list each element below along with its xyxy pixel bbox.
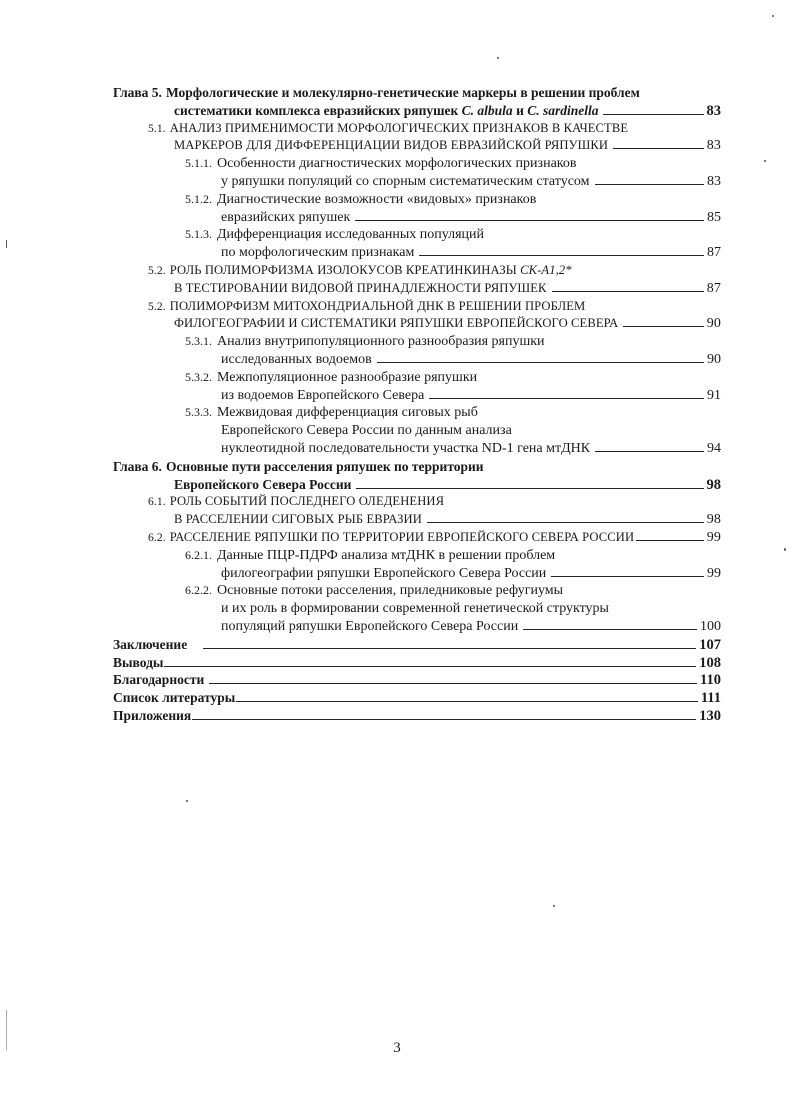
- toc-subsection-5-1-2-title: Диагностические возможности «видовых» признаков: [217, 191, 537, 207]
- toc-section-5-1-line1: [113, 120, 721, 138]
- dot-leader: [192, 719, 696, 720]
- toc-section-5-2b-title-cont: ФИЛОГЕОГРАФИИ И СИСТЕМАТИКИ РЯПУШКИ ЕВРОПЕЙСКОГО СЕВЕРА: [174, 316, 619, 331]
- toc-subsection-6-2-2-line1: [113, 582, 721, 600]
- toc-chapter-5-number: Глава 5.: [113, 85, 162, 100]
- dot-leader: [236, 701, 698, 702]
- dot-leader: [203, 648, 696, 649]
- toc-subsection-5-3-3-line2: [113, 422, 721, 440]
- dot-leader: [595, 184, 705, 185]
- toc-subsection-5-3-3-page: 94: [707, 440, 721, 456]
- toc-subsection-5-1-3-line1: [113, 226, 721, 244]
- scan-speck: [6, 240, 7, 248]
- toc-section-6-1-title-cont: В РАССЕЛЕНИИ СИГОВЫХ РЫБ ЕВРАЗИИ: [174, 512, 422, 527]
- toc-chapter-6-number: Глава 6.: [113, 458, 162, 474]
- toc-subsection-5-1-1-title: Особенности диагностических морфологических признаков: [217, 156, 577, 172]
- toc-chapter-5-line2: [113, 102, 721, 120]
- dot-leader: [636, 540, 704, 541]
- toc-section-5-2a-title-cont: В ТЕСТИРОВАНИИ ВИДОВОЙ ПРИНАДЛЕЖНОСТИ РЯПУШЕК: [174, 280, 547, 295]
- toc-subsection-5-3-1-page: 90: [707, 351, 721, 367]
- toc-subsection-5-3-3-title: Межвидовая дифференциация сиговых рыб: [217, 405, 478, 421]
- toc-subsection-5-1-1-number: 5.1.1.: [185, 156, 212, 171]
- toc-section-5-2a-title: РОЛЬ ПОЛИМОРФИЗМА ИЗОЛОКУСОВ КРЕАТИНКИНАЗЫ: [169, 262, 521, 277]
- dot-leader: [209, 683, 697, 684]
- toc-section-6-1-title: РОЛЬ СОБЫТИЙ ПОСЛЕДНЕГО ОЛЕДЕНЕНИЯ: [169, 494, 445, 509]
- dot-leader: [623, 326, 703, 327]
- scan-speck: [772, 15, 774, 17]
- toc-subsection-5-1-2-number: 5.1.2.: [185, 191, 212, 206]
- toc-gene-name: CK-A1,2*: [520, 262, 572, 277]
- scan-speck: [6, 1010, 7, 1050]
- dot-leader: [377, 362, 704, 363]
- toc-section-5-2a-line1: [113, 262, 721, 280]
- toc-subsection-5-1-2-line1: [113, 191, 721, 209]
- toc-appendix: [113, 707, 721, 725]
- toc-subsection-5-1-1-title-cont: у ряпушки популяций со спорным систематическим статусом: [221, 173, 590, 189]
- toc-references-page: 111: [700, 690, 721, 707]
- toc-appendix-page: 130: [699, 707, 721, 724]
- dot-leader: [603, 114, 703, 115]
- toc-subsection-5-1-2-line2: [113, 209, 721, 227]
- scan-speck: [764, 160, 766, 162]
- toc-subsection-6-2-1-title-cont: филогеографии ряпушки Европейского Севера России: [221, 565, 547, 581]
- toc-subsection-6-2-1-title: Данные ПЦР-ПДРФ анализа мтДНК в решении проблем: [217, 547, 556, 563]
- toc-subsection-5-3-2-number: 5.3.2.: [185, 369, 212, 384]
- toc-subsection-6-2-2-title-cont: и их роль в формировании современной генетической структуры: [221, 601, 609, 617]
- dot-leader: [552, 291, 704, 292]
- toc-subsection-6-2-2-number: 6.2.2.: [185, 583, 212, 598]
- toc-chapter-6-line2: [113, 476, 721, 494]
- toc-subsection-5-3-2-line1: [113, 369, 721, 387]
- dot-leader: [164, 666, 696, 667]
- toc-section-6-1-line2: [113, 511, 721, 529]
- toc-thanks-page: 110: [700, 672, 721, 689]
- dot-leader: [356, 488, 703, 489]
- toc-subsection-6-2-1-page: 99: [707, 565, 721, 581]
- toc-subsection-5-1-1-line1: [113, 155, 721, 173]
- dot-leader: [419, 255, 704, 256]
- toc-references-label: Список литературы: [113, 690, 236, 706]
- toc-section-5-2b-line1: [113, 298, 721, 316]
- toc-subsection-5-3-3-line1: [113, 404, 721, 422]
- toc-subsection-5-1-2-page: 85: [707, 209, 721, 225]
- toc-chapter-5-line1: [113, 84, 721, 102]
- dot-leader: [427, 522, 704, 523]
- toc-section-5-2a-line2: [113, 280, 721, 298]
- toc-findings: [113, 654, 721, 672]
- toc-section-6-2: [113, 529, 721, 547]
- dot-leader: [595, 451, 704, 452]
- scan-speck: [497, 57, 499, 59]
- toc-section-6-2-page: 99: [706, 529, 721, 545]
- toc-conclusion: [113, 636, 721, 654]
- toc-subsection-6-2-1-line2: [113, 565, 721, 583]
- toc-subsection-5-1-3-line2: [113, 244, 721, 262]
- toc-thanks: [113, 671, 721, 689]
- toc-section-5-2b-number: 5.2.: [148, 299, 166, 313]
- toc-subsection-6-2-2-title: Основные потоки расселения, приледниковые рефугиумы: [217, 583, 564, 599]
- toc-subsection-5-1-2-title-cont: евразийских ряпушек: [221, 209, 351, 225]
- dot-leader: [613, 148, 704, 149]
- toc-subsection-5-1-3-title-cont: по морфологическим признакам: [221, 245, 415, 261]
- toc-subsection-5-3-2-line2: [113, 387, 721, 405]
- toc-section-6-1-number: 6.1.: [148, 495, 166, 509]
- toc-subsection-5-1-1-line2: [113, 173, 721, 191]
- toc-section-5-1-line2: [113, 137, 721, 155]
- toc-chapter-5-title-cont: систематики комплекса евразийских ряпушек: [174, 102, 462, 118]
- toc-subsection-5-1-3-page: 87: [707, 245, 721, 261]
- toc-section-5-1-page: 83: [706, 138, 721, 154]
- toc-species-sardinella: C. sardinella: [527, 102, 599, 118]
- toc-subsection-5-3-1-title-cont: исследованных водоемов: [221, 351, 372, 367]
- toc-subsection-5-3-2-title-cont: из водоемов Европейского Севера: [221, 387, 425, 403]
- dot-leader: [523, 629, 697, 630]
- toc-subsection-5-3-1-line1: [113, 333, 721, 351]
- toc-section-6-2-number: 6.2.: [148, 530, 166, 544]
- toc-subsection-6-2-1-number: 6.2.1.: [185, 547, 212, 562]
- toc-subsection-5-1-3-title: Дифференциация исследованных популяций: [217, 227, 485, 243]
- toc-thanks-label: Благодарности: [113, 672, 205, 688]
- toc-subsection-5-3-1-number: 5.3.1.: [185, 334, 212, 349]
- toc-species-albula: C. albula: [461, 102, 513, 118]
- toc-section-5-2b-title: ПОЛИМОРФИЗМ МИТОХОНДРИАЛЬНОЙ ДНК В РЕШЕНИИ ПРОБЛЕМ: [169, 298, 586, 313]
- toc-section-5-1-number: 5.1.: [148, 121, 166, 135]
- scan-speck: [186, 800, 188, 802]
- dot-leader: [355, 220, 704, 221]
- toc-section-6-1-line1: [113, 493, 721, 511]
- dot-leader: [429, 398, 704, 399]
- toc-section-6-2-title: РАССЕЛЕНИЕ РЯПУШКИ ПО ТЕРРИТОРИИ ЕВРОПЕЙСКОГО СЕВЕРА РОССИИ: [169, 529, 635, 544]
- toc-subsection-5-3-3-number: 5.3.3.: [185, 405, 212, 420]
- toc-findings-label: Выводы: [113, 654, 164, 670]
- toc-chapter-6-title: Основные пути расселения ряпушек по территории: [165, 458, 484, 474]
- toc-section-5-2a-page: 87: [706, 280, 721, 296]
- toc-chapter-6-line1: [113, 458, 721, 476]
- toc-subsection-6-2-1-line1: [113, 547, 721, 565]
- table-of-contents: [113, 84, 721, 725]
- toc-subsection-5-3-2-title: Межпопуляционное разнообразие ряпушки: [217, 369, 478, 385]
- toc-subsection-6-2-2-line2: [113, 600, 721, 618]
- toc-conclusion-label: Заключение: [113, 636, 188, 652]
- toc-findings-page: 108: [699, 654, 721, 671]
- toc-subsection-5-3-3-title-cont2: нуклеотидной последовательности участка ND-1 гена мтДНК: [221, 440, 591, 456]
- toc-section-5-1-title-cont: МАРКЕРОВ ДЛЯ ДИФФЕРЕНЦИАЦИИ ВИДОВ ЕВРАЗИЙСКОЙ РЯПУШКИ: [174, 138, 609, 153]
- dot-leader: [551, 576, 704, 577]
- toc-subsection-6-2-2-title-cont2: популяций ряпушки Европейского Севера России: [221, 618, 519, 634]
- toc-conjunction: и: [512, 102, 528, 118]
- toc-section-5-1-title: АНАЛИЗ ПРИМЕНИМОСТИ МОРФОЛОГИЧЕСКИХ ПРИЗНАКОВ В КАЧЕСТВЕ: [169, 120, 629, 135]
- toc-appendix-label: Приложения: [113, 707, 192, 723]
- toc-chapter-5-title: Морфологические и молекулярно-генетические маркеры в решении проблем: [165, 85, 640, 100]
- page-number: 3: [393, 1040, 401, 1056]
- toc-conclusion-page: 107: [699, 636, 721, 653]
- toc-references: [113, 689, 721, 707]
- toc-subsection-6-2-2-page: 100: [700, 618, 721, 634]
- toc-subsection-5-3-3-line3: [113, 440, 721, 458]
- toc-subsection-5-1-3-number: 5.1.3.: [185, 227, 212, 242]
- toc-subsection-5-3-1-title: Анализ внутрипопуляционного разнообразия ряпушки: [217, 334, 545, 350]
- toc-subsection-5-3-3-title-cont: Европейского Севера России по данным анализа: [221, 423, 512, 439]
- toc-chapter-5-page: 83: [706, 102, 721, 119]
- toc-section-5-2b-page: 90: [706, 316, 721, 332]
- scan-speck: [553, 905, 555, 907]
- scan-speck: [784, 548, 786, 551]
- toc-chapter-6-title-cont: Европейского Севера России: [174, 476, 352, 492]
- toc-subsection-5-3-1-line2: [113, 351, 721, 369]
- toc-subsection-6-2-2-line3: [113, 618, 721, 636]
- toc-subsection-5-1-1-page: 83: [707, 173, 721, 189]
- toc-section-5-2a-number: 5.2.: [148, 263, 166, 277]
- toc-chapter-6-page: 98: [706, 476, 721, 493]
- toc-section-5-2b-line2: [113, 315, 721, 333]
- toc-subsection-5-3-2-page: 91: [707, 387, 721, 403]
- toc-section-6-1-page: 98: [706, 512, 721, 528]
